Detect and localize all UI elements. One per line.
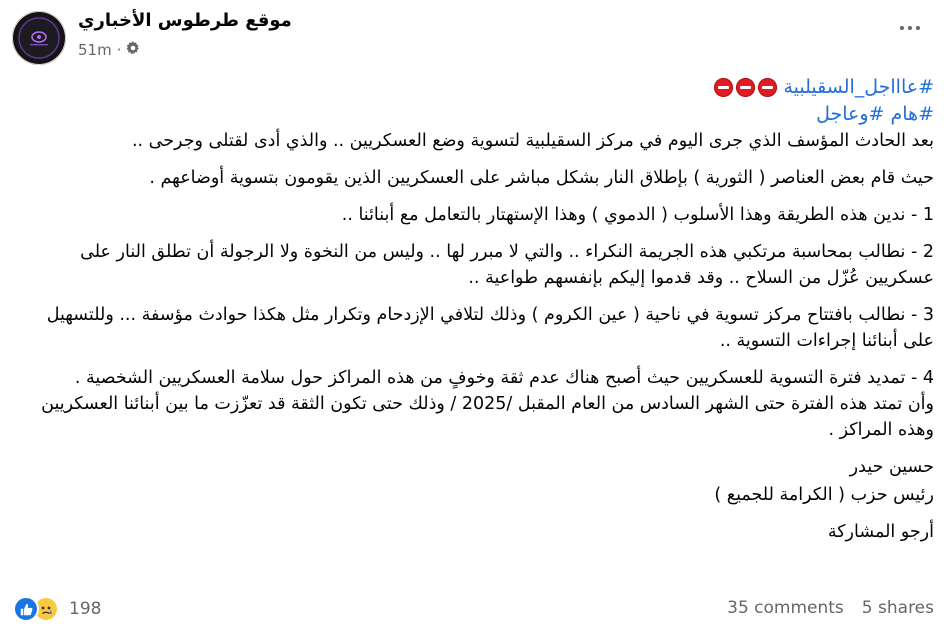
stop-sign-emoji (714, 78, 733, 97)
stop-sign-emoji (736, 78, 755, 97)
page-avatar[interactable] (12, 11, 66, 65)
comments-count-link[interactable]: 35 comments (727, 598, 844, 618)
stop-emoji-group (714, 78, 777, 97)
shares-count-link[interactable]: 5 shares (861, 598, 934, 618)
post-paragraph: 2 - نطالب بمحاسبة مرتكبي هذه الجريمة النكراء .. والتي لا مبرر لها .. وليس من النخوة ولا الرجولة أن تطلق النار على عسكريين عُزّل من السلاح .. وقد قدموا إليكم بإنفسهم طواعية .. (80, 242, 934, 288)
post-body (22, 74, 934, 545)
post-header (0, 0, 948, 80)
page-name[interactable]: موقع طرطوس الأخباري (78, 10, 292, 31)
reaction-count: 198 (69, 599, 102, 619)
signature-title: رئيس حزب ( الكرامة للجميع ) (714, 485, 934, 505)
post-paragraph: 1 - ندين هذه الطريقة وهذا الأسلوب ( الدموي ) وهذا الإستهتار بالتعامل مع أبنائنا .. (341, 205, 934, 225)
post-paragraph: 3 - نطالب بافتتاح مركز تسوية في ناحية ( عين الكروم ) وذلك لتلافي الإزدحام وتكرار مثل هكذا حوادث مؤسفة ... وللتسهيل على أبنائنا إجراءات التسوية .. (46, 305, 934, 351)
post-footer (0, 590, 948, 628)
reactions-summary[interactable] (13, 596, 101, 622)
page-logo-icon (17, 16, 61, 60)
stop-sign-emoji (758, 78, 777, 97)
engagement-stats (727, 598, 934, 618)
more-options-icon[interactable] (894, 20, 926, 36)
post-paragraph: بعد الحادث المؤسف الذي جرى اليوم في مركز السقيلبية لتسوية وضع العسكريين .. والذي أدى لقتلى وجرحى .. (131, 131, 934, 151)
signature-name: حسين حيدر (849, 457, 934, 477)
post-paragraph: حيث قام بعض العناصر ( الثورية ) بإطلاق النار بشكل مباشر على العسكريين الذين يقومون بتسوية أوضاعهم . (149, 168, 934, 188)
post-paragraph: وأن تمتد هذه الفترة حتى الشهر السادس من العام المقبل /2025 / وذلك حتى تكون الثقة قد تعزّزت ما بين أبنائنا العسكريين وهذه المراكز . (41, 394, 934, 440)
hashtag-line-1 (22, 74, 934, 101)
hashtag-link[interactable]: #عاااجل_السقيلبية (783, 76, 934, 98)
hashtag-link[interactable]: #هام #وعاجل (816, 103, 934, 125)
like-icon (13, 596, 39, 622)
post-timestamp[interactable]: 51m (78, 41, 112, 59)
gear-icon[interactable] (126, 41, 140, 59)
meta-separator: · (116, 41, 122, 59)
post-meta (78, 41, 140, 59)
post-paragraph: 4 - تمديد فترة التسوية للعسكريين حيث أصبح هناك عدم ثقة وخوفٍ من هذه المراكز حول سلامة العسكريين الشخصية . (74, 368, 934, 388)
closing-text: أرجو المشاركة (827, 522, 934, 542)
